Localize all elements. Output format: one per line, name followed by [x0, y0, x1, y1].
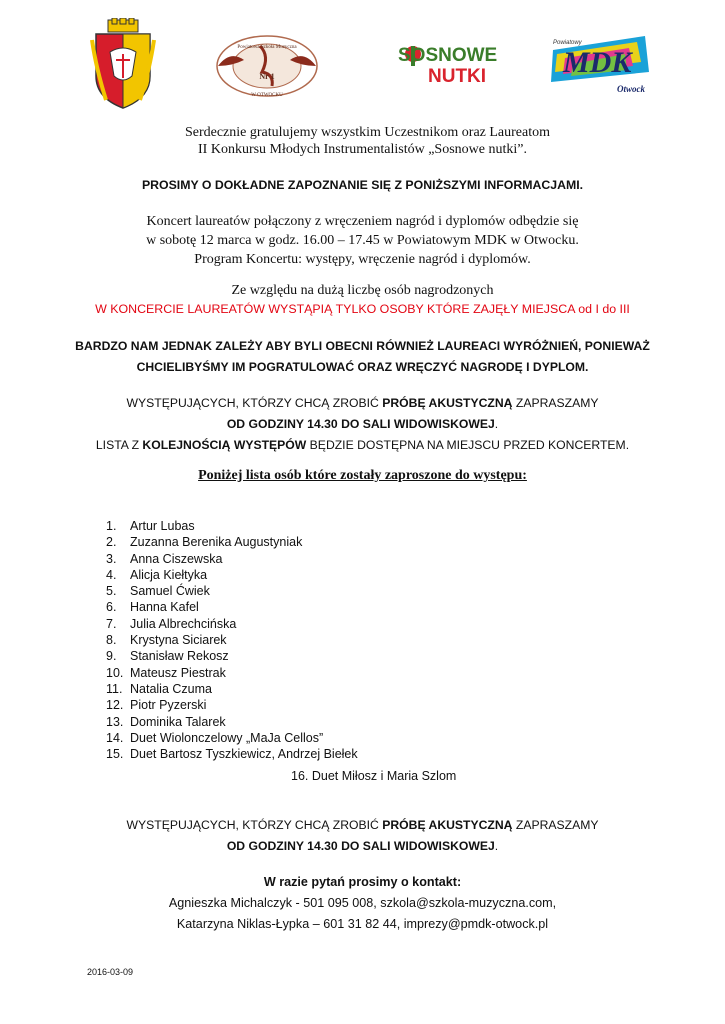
coat-of-arms-logo [90, 18, 156, 110]
performer-name: Dominika Talarek [130, 714, 226, 729]
request-line2: CHCIELIBYŚMY IM POGRATULOWAĆ ORAZ WRĘCZYĆ NAGRODĘ I DYPLOM. [136, 360, 589, 374]
rehearsal-paragraph-2 [0, 815, 725, 857]
performer-16: 16. Duet Miłosz i Maria Szlom [291, 769, 457, 783]
performer-name: Julia Albrechcińska [130, 616, 237, 631]
performer-number: 9. [106, 649, 117, 664]
rehearsal1-text-e: . [494, 417, 499, 431]
logo-bar [0, 14, 725, 114]
concert-line2: w sobotę 12 marca w godz. 16.00 – 17.45 w Powiatowym MDK w Otwocku. [146, 233, 579, 248]
performer-item [106, 746, 358, 762]
intro-paragraph [0, 124, 725, 158]
performer-name: Alicja Kiełtyka [130, 567, 208, 582]
limit-line2: W KONCERCIE LAUREATÓW WYSTĄPIĄ TYLKO OSOBY KTÓRE ZAJĘŁY MIEJSCA od I do III [95, 302, 630, 316]
request-paragraph [0, 336, 725, 378]
performer-name: Duet Bartosz Tyszkiewicz, Andrzej Biełek [130, 747, 358, 762]
concert-line3: Program Koncertu: występy, wręczenie nagród i dyplomów. [194, 252, 531, 267]
notice-heading: PROSIMY O DOKŁADNE ZAPOZNANIE SIĘ Z PONIŻSZYMI INFORMACJAMI. [141, 178, 584, 192]
rehearsal1-text-h: BĘDZIE DOSTĘPNA NA MIEJSCU PRZED KONCERTEM. [306, 438, 630, 452]
performer-name: Mateusz Piestrak [130, 665, 226, 680]
performer-number: 8. [106, 633, 117, 648]
list-heading: Poniżej lista osób które zostały zaproszone do występu: [198, 468, 527, 483]
performer-number: 11. [106, 681, 123, 696]
performer-item [106, 534, 358, 550]
limit-line1: Ze względu na dużą liczbę osób nagrodzonych [231, 283, 494, 298]
performer-name: Natalia Czuma [130, 681, 212, 696]
rehearsal-paragraph-1 [0, 393, 725, 456]
concert-paragraph [0, 212, 725, 269]
contact-heading: W razie pytań prosimy o kontakt: [263, 875, 462, 889]
performer-item [106, 665, 358, 681]
rehearsal1-text-b: PRÓBĘ AKUSTYCZNĄ [382, 396, 513, 410]
performer-list [106, 518, 358, 762]
performer-name: Zuzanna Berenika Augustyniak [130, 535, 303, 550]
performer-number: 4. [106, 567, 117, 582]
performer-number: 12. [106, 698, 124, 713]
performer-name: Hanna Kafel [130, 600, 199, 615]
performer-number: 3. [106, 551, 117, 566]
rehearsal2-text-b: PRÓBĘ AKUSTYCZNĄ [382, 818, 513, 832]
intro-line1: Serdecznie gratulujemy wszystkim Uczestnikom oraz Laureatom [184, 125, 551, 140]
performer-number: 10. [106, 665, 124, 680]
mdk-top-text: Powiatowy [553, 40, 582, 46]
rehearsal1-text-a: WYSTĘPUJĄCYCH, KTÓRZY CHCĄ ZROBIĆ [126, 396, 383, 410]
performer-number: 7. [106, 616, 117, 631]
music-school-logo [212, 32, 322, 100]
rehearsal2-text-a: WYSTĘPUJĄCYCH, KTÓRZY CHCĄ ZROBIĆ [126, 818, 383, 832]
performer-name: Stanisław Rekosz [130, 649, 229, 664]
school-logo-number: Nr 1 [259, 72, 275, 81]
performer-number: 1. [106, 519, 117, 533]
contact-line2: Katarzyna Niklas-Łypka – 601 31 82 44, imprezy@pmdk-otwock.pl [176, 917, 549, 931]
performer-number: 5. [106, 584, 117, 599]
performer-item [106, 697, 358, 713]
performer-item [106, 583, 358, 599]
sosnowe-nutki-logo [396, 40, 500, 90]
performer-number: 6. [106, 600, 117, 615]
rehearsal2-text-c: ZAPRASZAMY [512, 818, 599, 832]
limit-paragraph [0, 282, 725, 319]
performer-name: Samuel Ćwiek [130, 584, 210, 599]
performer-number: 14. [106, 730, 124, 745]
performer-item [106, 730, 358, 746]
rehearsal1-text-c: ZAPRASZAMY [512, 396, 599, 410]
performer-name: Artur Lubas [130, 519, 195, 533]
rehearsal1-text-f: LISTA Z [95, 438, 143, 452]
performer-name: Krystyna Siciarek [130, 633, 227, 648]
performer-name: Anna Ciszewska [130, 551, 223, 566]
performer-item [106, 599, 358, 615]
intro-line2: II Konkursu Młodych Instrumentalistów „Sosnowe nutki”. [198, 142, 527, 157]
performer-name: Duet Wiolonczelowy „MaJa Cellos” [130, 730, 324, 745]
rehearsal2-text-d: OD GODZINY 14.30 DO SALI WIDOWISKOWEJ [226, 839, 495, 853]
performer-item [106, 648, 358, 664]
performer-item [106, 632, 358, 648]
performer-item [106, 616, 358, 632]
performer-item [106, 681, 358, 697]
document-date: 2016-03-09 [87, 967, 134, 977]
performer-item [106, 567, 358, 583]
performer-name: Piotr Pyzerski [130, 698, 207, 713]
school-logo-city: W OTWOCKU [251, 93, 283, 98]
rehearsal1-text-g: KOLEJNOŚCIĄ WYSTĘPÓW [142, 438, 307, 452]
request-line1: BARDZO NAM JEDNAK ZALEŻY ABY BYLI OBECNI RÓWNIEŻ LAUREACI WYRÓŻNIEŃ, PONIEWAŻ [75, 339, 650, 353]
nutki-text: NUTKI [428, 66, 487, 87]
mdk-city-text: Otwock [617, 84, 645, 94]
performer-number: 13. [106, 714, 124, 729]
performer-item [106, 551, 358, 567]
rehearsal2-text-e: . [494, 839, 499, 853]
mdk-main-text: MDK [563, 46, 632, 79]
contact-block [0, 872, 725, 935]
school-logo-text: Powiatowa Szkoła Muzyczna [237, 45, 297, 50]
performer-number: 2. [106, 535, 117, 550]
contact-line1: Agnieszka Michalczyk - 501 095 008, szkola@szkola-muzyczna.com, [168, 896, 557, 910]
performer-item [106, 518, 358, 534]
concert-line1: Koncert laureatów połączony z wręczeniem nagród i dyplomów odbędzie się [146, 214, 579, 229]
performer-number: 15. [106, 747, 124, 762]
mdk-otwock-logo [545, 32, 655, 96]
performer-item [106, 714, 358, 730]
sosnowe-text: SOSNOWE [398, 45, 498, 66]
rehearsal1-text-d: OD GODZINY 14.30 DO SALI WIDOWISKOWEJ [226, 417, 495, 431]
